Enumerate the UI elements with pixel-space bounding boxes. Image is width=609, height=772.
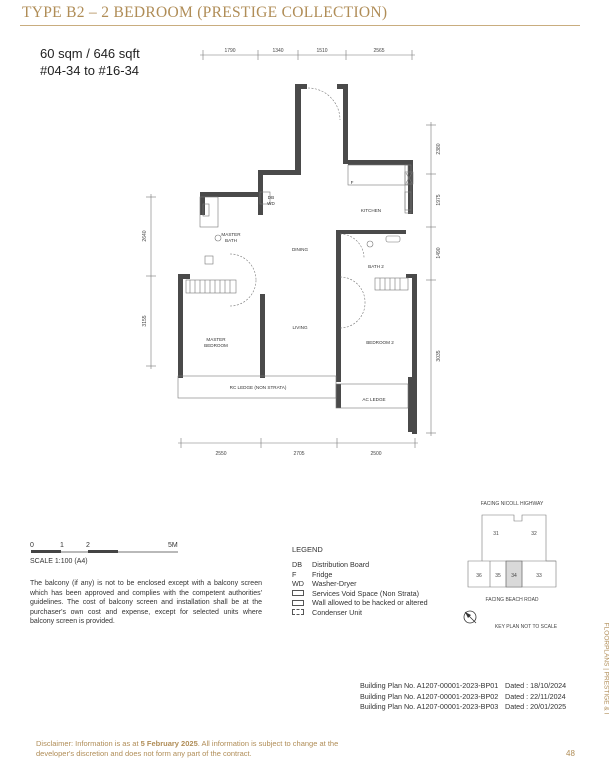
keyplan-unit-33: 33 [536, 573, 542, 579]
building-plan-row: Building Plan No. A1207-00001-2023-BP03 Dated : 20/01/2025 [360, 702, 567, 711]
keyplan-unit-35: 35 [495, 573, 501, 579]
master-bath-label-1: MASTER [221, 232, 241, 237]
dim-left-2: 3155 [142, 315, 148, 327]
ac-ledge-label: AC LEDGE [362, 397, 386, 402]
living-label: LIVING [292, 325, 308, 330]
legend-item: Wall allowed to be hacked or altered [292, 598, 428, 608]
scale-tick-2: 2 [86, 542, 90, 549]
dim-top-3: 1510 [316, 48, 328, 54]
kitchen-label: KITCHEN [360, 208, 382, 213]
walls [178, 84, 417, 434]
fridge-label: F [350, 180, 354, 185]
dim-left-1: 2640 [142, 230, 148, 242]
dim-top-1: 1790 [224, 48, 236, 54]
hackable-wall-symbol [292, 600, 304, 606]
legend-item: Services Void Space (Non Strata) [292, 589, 428, 599]
condenser-symbol [292, 609, 304, 615]
title-divider [20, 25, 580, 26]
legend-item: WD Washer-Dryer [292, 579, 357, 589]
rc-ledge-label: RC LEDGE (NON STRATA) [229, 385, 287, 390]
keyplan-unit-36: 36 [476, 573, 482, 579]
keyplan-bottom-label: FACING BEACH ROAD [485, 597, 539, 603]
master-bedroom-label-2: BEDROOM [204, 343, 228, 348]
legend [292, 545, 428, 617]
dim-top-4: 2565 [373, 48, 385, 54]
service-hatch [178, 165, 411, 408]
scale-tick-5m: 5M [168, 542, 178, 549]
scale-tick-1: 1 [60, 542, 64, 549]
building-plans [360, 681, 566, 713]
bath2-label: BATH 2 [368, 264, 384, 269]
north-arrow-icon [464, 611, 476, 623]
keyplan-unit-34: 34 [511, 573, 517, 579]
room-labels [204, 180, 394, 402]
legend-item: Condenser Unit [292, 608, 428, 618]
scale-tick-0: 0 [30, 542, 34, 549]
scale-label: SCALE 1:100 (A4) [30, 558, 88, 565]
dining-label: DINING [291, 247, 309, 252]
building-plan-row: Building Plan No. A1207-00001-2023-BP01 Dated : 18/10/2024 [360, 681, 567, 690]
master-bath-label-2: BATH [225, 238, 237, 243]
keyplan-note: KEY PLAN NOT TO SCALE [494, 624, 558, 630]
keyplan-unit-32: 32 [531, 531, 537, 537]
dim-bottom-1: 2550 [215, 451, 227, 457]
dim-right-4: 3035 [436, 350, 442, 362]
db-label: DB [267, 195, 275, 200]
keyplan-unit-31: 31 [493, 531, 499, 537]
unit-area: 60 sqm / 646 sqft [40, 46, 140, 61]
dim-right-2: 1975 [436, 194, 442, 206]
master-bedroom-label-1: MASTER [206, 337, 226, 342]
bedroom2-label: BEDROOM 2 [366, 340, 394, 345]
dim-bottom-2: 2705 [293, 451, 305, 457]
balcony-note: The balcony (if any) is not to be enclosed except with a balcony screen which has been approved and complies with the competent authorities' guidelines. The cost of balcony screen and installation shall be at the purchaser's own cost and expense, except for selected units where balcony screen is provided. [30, 580, 262, 625]
unit-info [40, 45, 140, 79]
dim-bottom-3: 2500 [370, 451, 382, 457]
dim-top-2: 1340 [272, 48, 284, 54]
wd-label: WD [267, 201, 275, 206]
page-title: TYPE B2 – 2 BEDROOM (PRESTIGE COLLECTION) [22, 4, 388, 21]
dim-right-3: 1490 [436, 247, 442, 259]
dim-right-1: 2380 [436, 143, 442, 155]
legend-item: DB Distribution Board [292, 560, 370, 570]
side-section-label: FLOORPLANS | PRESTIGE & I [602, 622, 609, 715]
legend-title: LEGEND [292, 545, 323, 554]
legend-item: F Fridge [292, 569, 333, 579]
dimension-labels [142, 48, 442, 457]
void-space-symbol [292, 590, 304, 596]
building-plan-row: Building Plan No. A1207-00001-2023-BP02 Dated : 22/11/2024 [360, 691, 566, 701]
disclaimer: Disclaimer: Information is as at 5 February 2025. All information is subject to change at the developer's discretion and does not form any part of the contract. [36, 739, 339, 758]
page-number: 48 [566, 749, 575, 758]
floor-plan [140, 44, 440, 464]
keyplan-top-label: FACING NICOLL HIGHWAY [480, 501, 544, 507]
scale-bar [28, 540, 188, 556]
unit-numbers: #04-34 to #16-34 [40, 63, 140, 78]
key-plan [460, 495, 580, 635]
